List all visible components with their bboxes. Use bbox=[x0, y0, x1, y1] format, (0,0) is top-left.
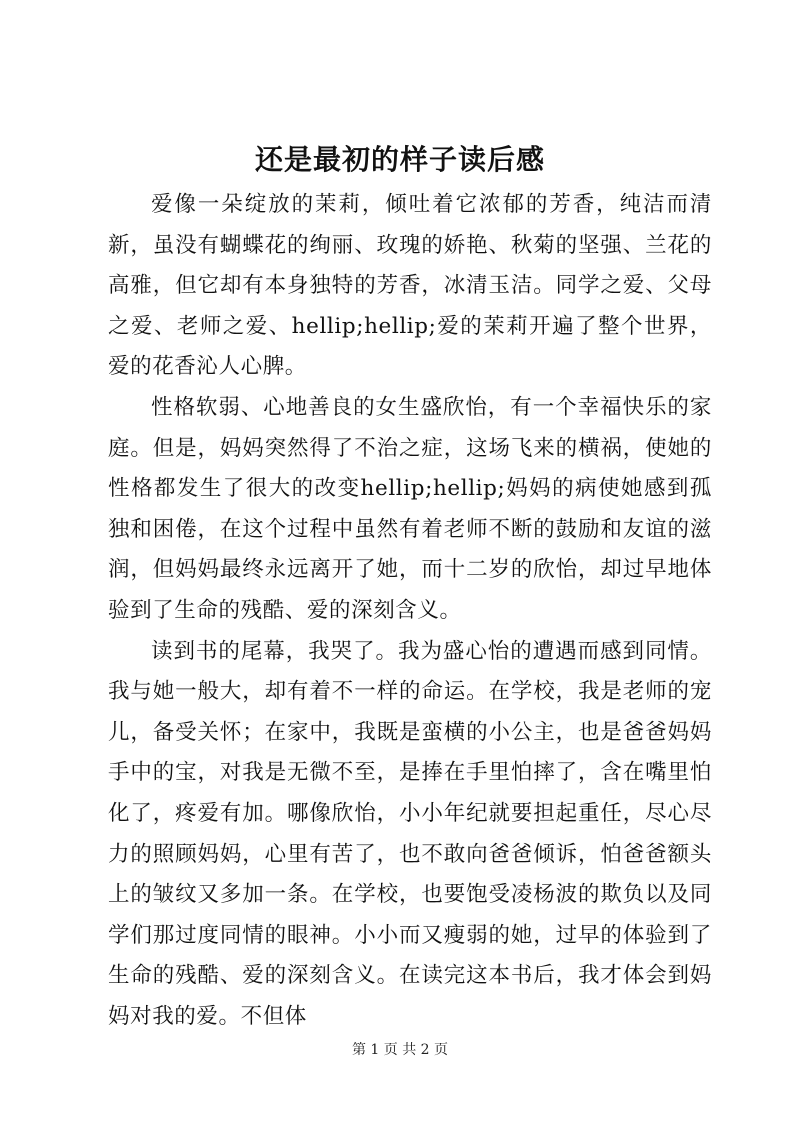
paragraph-1: 爱像一朵绽放的茉莉，倾吐着它浓郁的芳香，纯洁而清新，虽没有蝴蝶花的绚丽、玫瑰的娇艳、秋菊的坚强、兰花的高雅，但它却有本身独特的芳香，冰清玉洁。同学之爱、父母之爱、老师之爱、hellip;hellip;爱的茉莉开遍了整个世界，爱的花香沁人心脾。 bbox=[108, 192, 712, 380]
paragraph-3: 读到书的尾幕，我哭了。我为盛心怡的遭遇而感到同情。我与她一般大，却有着不一样的命运。在学校，我是老师的宠儿，备受关怀；在家中，我既是蛮横的小公主，也是爸爸妈妈手中的宝，对我是无微不至，是捧在手里怕摔了，含在嘴里怕化了，疼爱有加。哪像欣怡，小小年纪就要担起重任，尽心尽力的照顾妈妈，心里有苦了，也不敢向爸爸倾诉，怕爸爸额头上的皱纹又多加一条。在学校，也要饱受凌杨波的欺负以及同学们那过度同情的眼神。小小而又瘦弱的她，过早的体验到了生命的残酷、爱的深刻含义。在读完这本书后，我才体会到妈妈对我的爱。不但体 bbox=[108, 638, 712, 1029]
document-title: 还是最初的样子读后感 bbox=[254, 143, 545, 176]
paragraph-2: 性格软弱、心地善良的女生盛欣怡，有一个幸福快乐的家庭。但是，妈妈突然得了不治之症，这场飞来的横祸，使她的性格都发生了很大的改变hellip;hellip;妈妈的病使她感到孤独和困倦，在这个过程中虽然有着老师不断的鼓励和友谊的滋润，但妈妈最终永远离开了她，而十二岁的欣怡，却过早地体验到了生命的残酷、爱的深刻含义。 bbox=[108, 394, 712, 623]
page-number-footer: 第 1 页 共 2 页 bbox=[351, 1042, 449, 1058]
document-body bbox=[108, 185, 712, 1037]
